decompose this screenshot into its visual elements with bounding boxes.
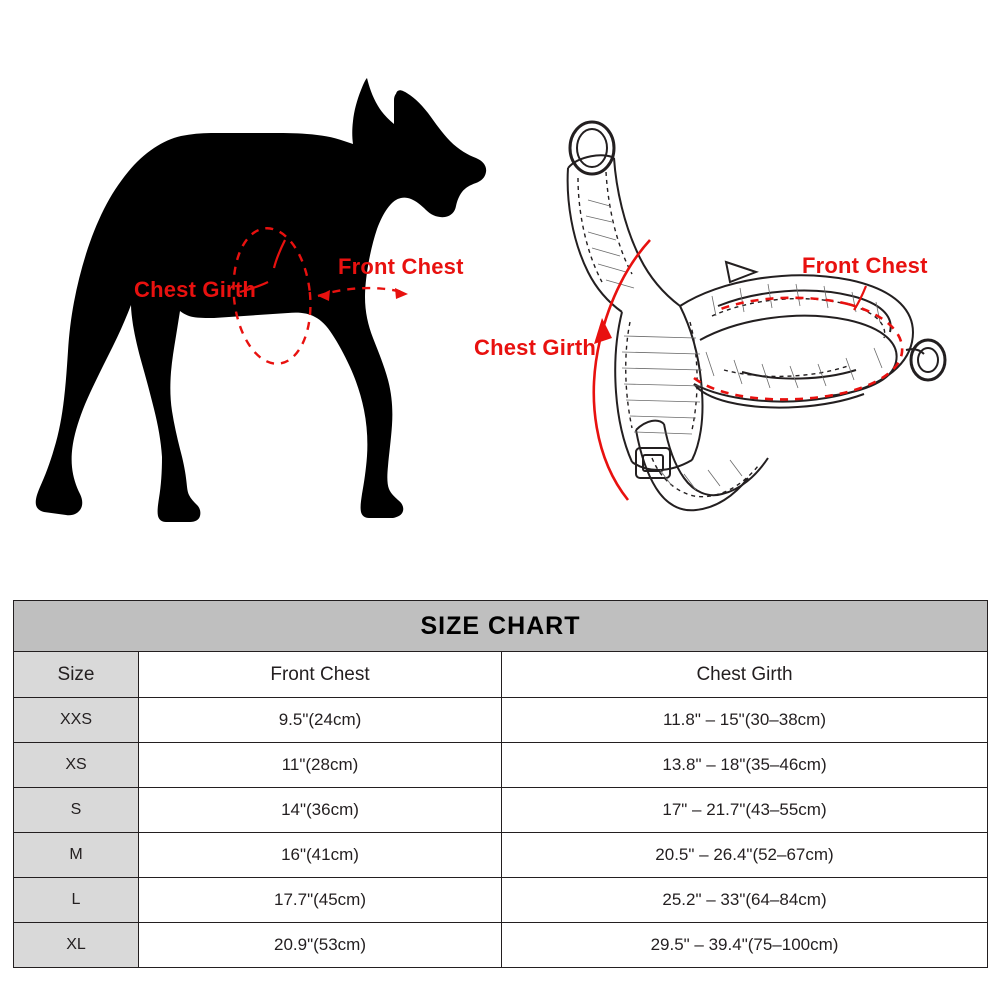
cell-chest-girth: 17" – 21.7"(43–55cm) [502, 788, 988, 833]
table-row [14, 878, 988, 923]
cell-size: L [14, 878, 139, 923]
cell-size: XS [14, 743, 139, 788]
table-row [14, 923, 988, 968]
cell-chest-girth: 29.5" – 39.4"(75–100cm) [502, 923, 988, 968]
cell-size: M [14, 833, 139, 878]
cell-front-chest: 20.9"(53cm) [139, 923, 502, 968]
cell-front-chest: 14"(36cm) [139, 788, 502, 833]
label-front-chest-harness: Front Chest [802, 253, 928, 278]
size-chart-title: SIZE CHART [14, 601, 988, 652]
cell-front-chest: 9.5"(24cm) [139, 698, 502, 743]
dog-harness-icon [568, 122, 945, 510]
dog-silhouette-icon [36, 78, 486, 522]
column-header-size: Size [14, 652, 139, 698]
cell-chest-girth: 20.5" – 26.4"(52–67cm) [502, 833, 988, 878]
label-chest-girth-dog: Chest Girth [134, 277, 256, 302]
cell-front-chest: 17.7"(45cm) [139, 878, 502, 923]
table-row [14, 788, 988, 833]
table-header-row [14, 652, 988, 698]
chest-girth-arrowhead-harness [594, 318, 612, 344]
cell-front-chest: 16"(41cm) [139, 833, 502, 878]
cell-chest-girth: 25.2" – 33"(64–84cm) [502, 878, 988, 923]
size-chart-table [13, 600, 988, 968]
table-row [14, 833, 988, 878]
front-chest-loop-harness [694, 304, 902, 399]
table-row [14, 698, 988, 743]
cell-size: XXS [14, 698, 139, 743]
cell-size: S [14, 788, 139, 833]
label-chest-girth-harness: Chest Girth [474, 335, 596, 360]
cell-front-chest: 11"(28cm) [139, 743, 502, 788]
column-header-front-chest: Front Chest [139, 652, 502, 698]
cell-chest-girth: 11.8" – 15"(30–38cm) [502, 698, 988, 743]
chest-girth-arc-harness [594, 240, 650, 500]
cell-chest-girth: 13.8" – 18"(35–46cm) [502, 743, 988, 788]
column-header-chest-girth: Chest Girth [502, 652, 988, 698]
front-chest-arrowhead-right-dog [395, 288, 408, 299]
table-row [14, 743, 988, 788]
table-title-row [14, 601, 988, 652]
label-front-chest-dog: Front Chest [338, 254, 464, 279]
cell-size: XL [14, 923, 139, 968]
